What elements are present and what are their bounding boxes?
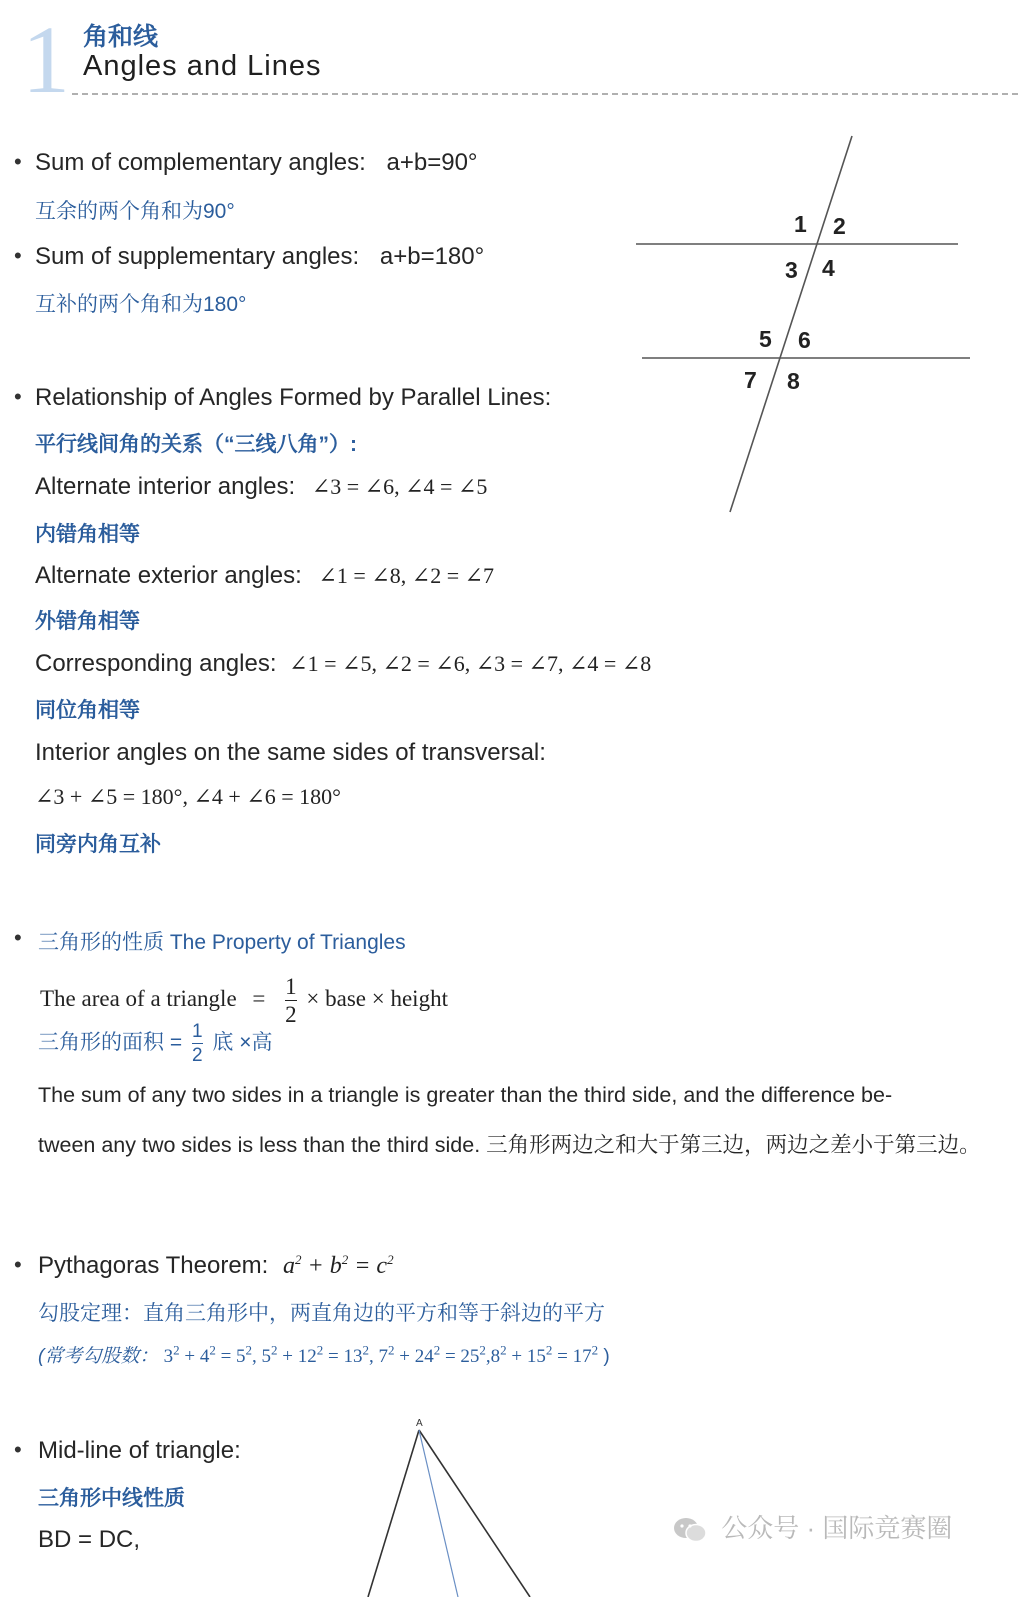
alt-exterior-label: Alternate exterior angles: [35,562,302,589]
pythagoras-label: Pythagoras Theorem: [38,1252,269,1279]
wechat-icon [672,1516,708,1544]
angle-label-6: 6 [798,327,811,353]
pythagoras-cn: 勾股定理：直角三角形中，两直角边的平方和等于斜边的平方 [38,1302,605,1325]
midline-bd: BD = DC, [38,1526,141,1553]
fraction-denominator: 2 [285,1002,297,1027]
fraction-numerator: 1 [285,974,297,999]
alt-interior-label: Alternate interior angles: [35,473,296,500]
area-cn-rhs: 底 ×高 [212,1031,273,1055]
complementary-formula: a+b=90° [386,149,478,176]
alt-interior-cn: 内错角相等 [35,523,140,546]
supplementary-label: Sum of supplementary angles: [35,243,360,270]
area-rhs: × base × height [306,985,448,1011]
triangle-area-cn [38,1022,272,1065]
section-title-cn: 角和线 [83,23,159,51]
common-prefix: (常考勾股数： [38,1346,159,1367]
area-fraction [285,975,297,1026]
section-title-en: Angles and Lines [83,50,322,82]
angle-label-1: 1 [794,211,807,237]
watermark [672,1508,952,1545]
watermark-text: 公众号 · 国际竞赛圈 [721,1513,953,1543]
alt-exterior-line [35,562,494,590]
triangle-area-en [40,975,448,1026]
triangle-title: 三角形的性质 The Property of Triangles [38,931,406,954]
triangle-sides-line1: The sum of any two sides in a triangle is greater than the third side, and the difference be- [38,1083,893,1107]
bullet-icon: • [14,243,22,268]
section-number: 1 [22,6,70,113]
area-equals: = [252,985,266,1011]
transversal-line [730,136,852,512]
angle-label-7: 7 [744,367,757,393]
header-divider [72,93,1018,95]
pythagoras-common [38,1341,610,1368]
alt-interior-line [35,473,487,501]
bullet-icon: • [14,384,22,409]
bullet-icon: • [14,925,22,950]
triangle-median [419,1430,458,1597]
angle-label-3: 3 [785,257,798,283]
complementary-line [35,149,478,177]
area-cn-lhs: 三角形的面积 = [38,1031,183,1055]
supplementary-formula: a+b=180° [379,243,485,270]
corresponding-formula: ∠1 = ∠5, ∠2 = ∠6, ∠3 = ∠7, ∠4 = ∠8 [289,651,652,676]
vertex-a-label: A [416,1418,423,1429]
angle-label-2: 2 [833,213,846,239]
alt-interior-formula: ∠3 = ∠6, ∠4 = ∠5 [311,474,488,499]
angle-label-8: 8 [787,368,800,394]
corresponding-cn: 同位角相等 [35,699,140,722]
pythagoras-line [38,1252,394,1280]
parallel-lines-diagram [630,130,975,520]
bullet-icon: • [14,1252,22,1277]
midline-cn: 三角形中线性质 [38,1487,185,1510]
complementary-label: Sum of complementary angles: [35,149,366,176]
same-side-cn: 同旁内角互补 [35,833,161,856]
area-lhs: The area of a triangle [40,985,237,1011]
pythagoras-formula: $a^2 + b^2 = c^2$ [283,1252,394,1279]
same-side-formula: ∠3 + ∠5 = 180°, ∠4 + ∠6 = 180° [35,784,341,809]
common-suffix: ) [603,1346,610,1367]
alt-exterior-cn: 外错角相等 [35,610,140,633]
parallel-title: Relationship of Angles Formed by Parallel Lines: [35,384,552,411]
supplementary-cn: 互补的两个角和为180° [35,293,247,316]
fraction-denominator: 2 [191,1045,203,1066]
same-side-label: Interior angles on the same sides of transversal: [35,739,546,766]
supplementary-line [35,243,484,271]
alt-exterior-formula: ∠1 = ∠8, ∠2 = ∠7 [318,563,495,588]
corresponding-label: Corresponding angles: [35,650,277,677]
bullet-icon: • [14,149,22,174]
parallel-title-cn: 平行线间角的关系（“三线八角”）: [35,433,357,456]
angle-label-5: 5 [759,326,772,352]
angle-label-4: 4 [822,255,835,281]
triangle-side-left [368,1430,419,1597]
fraction-numerator: 1 [191,1021,203,1042]
corresponding-line [35,650,651,678]
midline-triangle-diagram [350,1410,570,1597]
complementary-cn: 互余的两个角和为90° [35,200,235,223]
triangle-side-right [419,1430,530,1597]
area-cn-fraction [192,1022,203,1065]
bullet-icon: • [14,1437,22,1462]
triangle-sides-line2: tween any two sides is less than the third side. 三角形两边之和大于第三边，两边之差小于第三边。 [38,1133,981,1157]
common-triples: $3^2 + 4^2 = 5^2$, $5^2 + 12^2 = 13^2$, $7^2 + 24^2 = 25^2,8^2 + 15^2 = 17^2$ [163,1342,599,1367]
midline-label: Mid-line of triangle: [38,1437,241,1464]
